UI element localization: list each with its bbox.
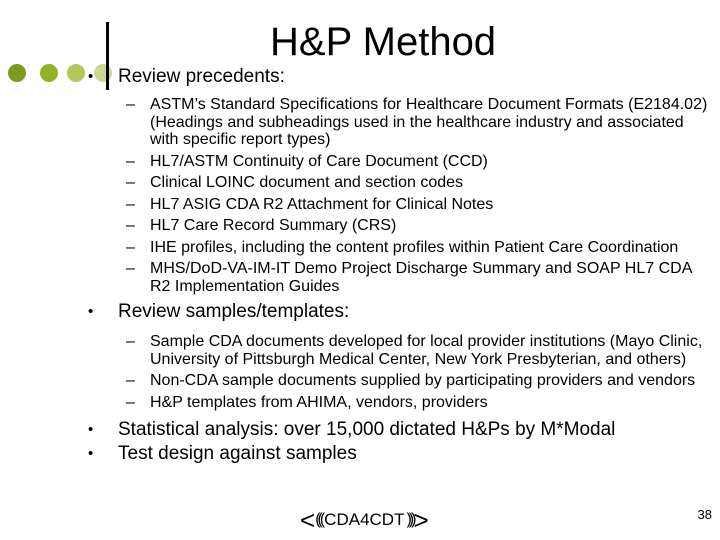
page-number: 38 <box>697 507 712 522</box>
bullet-icon: • <box>88 68 94 85</box>
list-item: – ASTM’s Standard Specifications for Healthcare Document Formats (E2184.02) (Headings and subheadings used in the healthcare industry and associated with specific report types) <box>126 96 708 148</box>
bullet-text: Statistical analysis: over 15,000 dictated H&Ps by M*Modal <box>118 419 616 440</box>
dash-icon: – <box>126 372 135 389</box>
bullet-test-design <box>88 443 708 465</box>
bullet-review-precedents <box>88 66 708 88</box>
samples-list <box>88 333 708 411</box>
bullet-text: Test design against samples <box>118 443 357 464</box>
list-item: – HL7/ASTM Continuity of Care Document (CCD) <box>126 152 488 170</box>
list-item: – H&P templates from AHIMA, vendors, providers <box>126 393 488 411</box>
dash-icon: – <box>126 96 135 113</box>
green-dot-icon <box>40 64 58 82</box>
right-angle-icon: > <box>413 505 429 535</box>
dash-icon: – <box>126 238 135 256</box>
wave-icon: ((( <box>315 511 323 528</box>
bullet-icon: • <box>88 303 94 320</box>
logo-text: CDA4CDT <box>324 510 405 529</box>
bullet-review-samples <box>88 301 708 323</box>
dash-icon: – <box>126 217 135 234</box>
dash-icon: – <box>126 260 135 277</box>
dash-icon: – <box>126 333 135 350</box>
dash-icon: – <box>126 195 135 213</box>
green-dot-icon <box>8 64 26 82</box>
bullet-statistical-analysis <box>88 419 708 441</box>
list-item: – IHE profiles, including the content profiles within Patient Care Coordination <box>126 238 679 256</box>
left-angle-icon: < <box>300 505 316 535</box>
dash-icon: – <box>126 152 135 170</box>
slide-title: H&P Method <box>270 20 497 64</box>
dash-icon: – <box>126 174 135 191</box>
list-item: – Sample CDA documents developed for local provider institutions (Mayo Clinic, University of Pittsburgh Medical Center, New York Presbyterian, and others) <box>126 333 703 368</box>
bullet-text: Review precedents: <box>118 66 285 87</box>
bullet-icon: • <box>88 421 94 438</box>
green-dot-icon <box>67 64 85 82</box>
bullet-text: Review samples/templates: <box>118 301 350 322</box>
precedents-list <box>88 96 708 295</box>
list-item: – Non-CDA sample documents supplied by participating providers and vendors <box>126 372 696 389</box>
list-item: – Clinical LOINC document and section codes <box>126 174 464 191</box>
wave-icon: ))) <box>406 511 414 528</box>
bullet-icon: • <box>88 445 94 462</box>
slide-body <box>88 66 708 465</box>
list-item: – HL7 Care Record Summary (CRS) <box>126 217 397 234</box>
cda4cdt-logo <box>300 505 450 535</box>
list-item: – MHS/DoD-VA-IM-IT Demo Project Discharge Summary and SOAP HL7 CDA R2 Implementation Guides <box>126 260 692 295</box>
dash-icon: – <box>126 393 135 411</box>
list-item: – HL7 ASIG CDA R2 Attachment for Clinical Notes <box>126 195 494 213</box>
